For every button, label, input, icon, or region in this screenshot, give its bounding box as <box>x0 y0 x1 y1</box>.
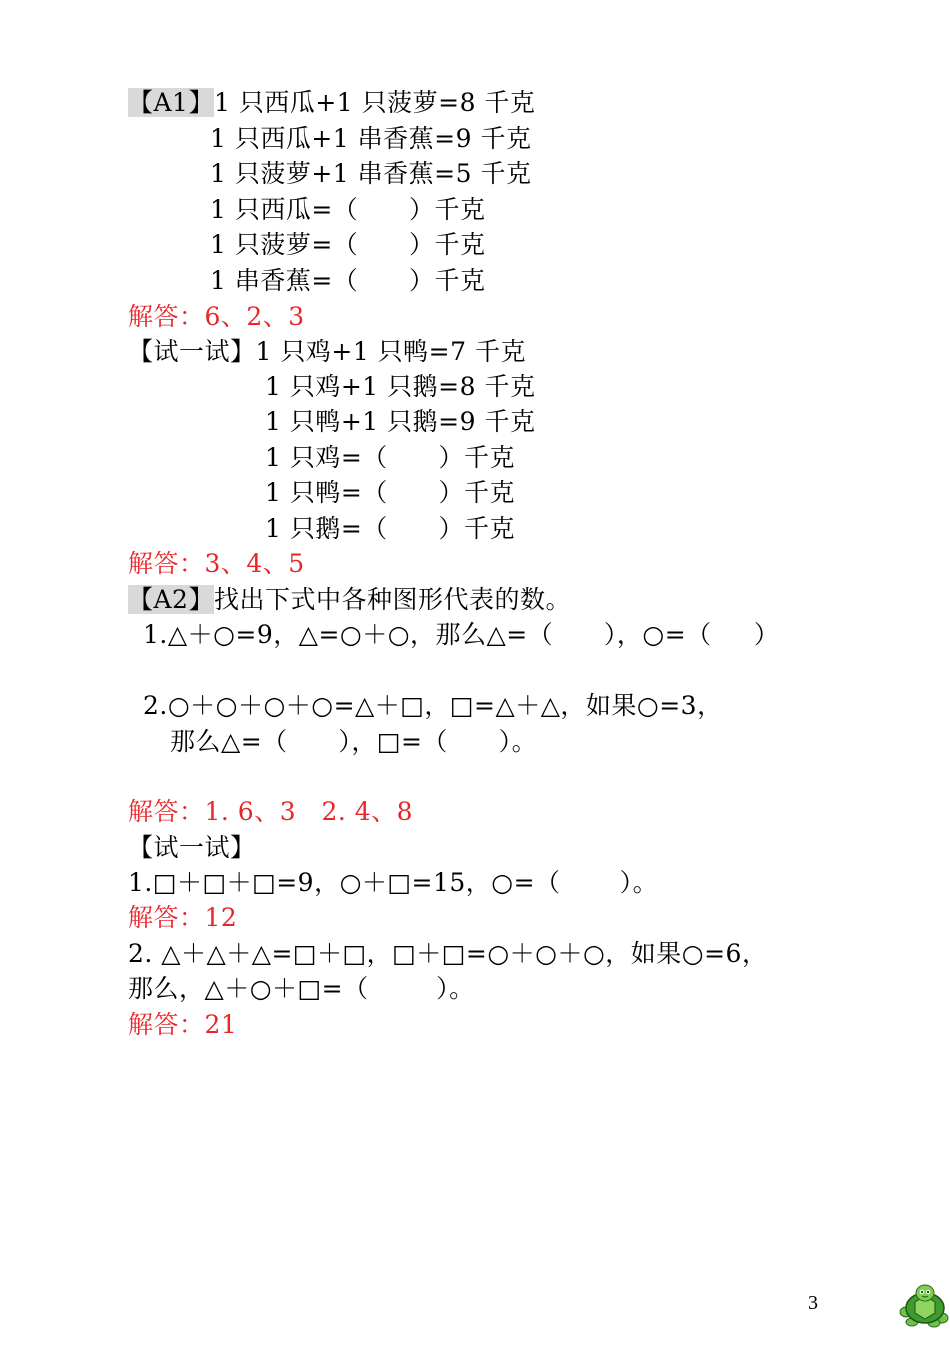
a1-line-6: 1 串香蕉=（ ）千克 <box>210 266 486 295</box>
try1-header-line <box>128 337 526 367</box>
try2-question-2-line-1: 2. △＋△＋△=□＋□，□＋□=○＋○＋○，如果○=6， <box>128 939 768 968</box>
a2-tag: 【A2】 <box>128 585 214 614</box>
try2-question-2-line-2: 那么，△＋○＋□=（ ）。 <box>128 974 475 1003</box>
try1-line-4: 1 只鸡=（ ）千克 <box>265 443 515 472</box>
try1-line-5: 1 只鸭=（ ）千克 <box>265 478 515 507</box>
turtle-icon <box>898 1282 950 1328</box>
try2-tag: 【试一试】 <box>128 833 256 862</box>
try1-line-6: 1 只鹅=（ ）千克 <box>265 514 515 543</box>
try1-line-3: 1 只鸭+1 只鹅=9 千克 <box>265 407 536 436</box>
a1-tag: 【A1】 <box>128 88 214 117</box>
a2-question-2-line-1: 2.○＋○＋○＋○=△＋□，□=△＋△，如果○=3， <box>143 691 723 720</box>
a1-line-5: 1 只菠萝=（ ）千克 <box>210 230 486 259</box>
a2-question-2-line-2: 那么△=（ ），□=（ ）。 <box>170 727 538 756</box>
page-number: 3 <box>808 1292 818 1314</box>
a2-title: 找出下式中各种图形代表的数。 <box>213 585 571 614</box>
a1-line-1: 1 只西瓜+1 只菠萝=8 千克 <box>213 88 536 117</box>
a1-line-4: 1 只西瓜=（ ）千克 <box>210 195 486 224</box>
a2-header-line <box>128 585 571 615</box>
try2-answer-1: 解答：12 <box>128 903 238 932</box>
a2-question-1: 1.△＋○=9，△=○＋○，那么△=（ ），○=（ ） <box>143 620 780 649</box>
try1-answer: 解答：3、4、5 <box>128 549 305 578</box>
a1-header-line <box>128 88 535 118</box>
a1-line-2: 1 只西瓜+1 串香蕉=9 千克 <box>210 124 532 153</box>
try1-line-1: 1 只鸡+1 只鸭=7 千克 <box>255 337 526 366</box>
a2-answer: 解答：1. 6、3 2. 4、8 <box>128 797 414 826</box>
try2-question-1: 1.□＋□＋□=9，○＋□=15，○=（ ）。 <box>128 868 659 897</box>
try2-answer-2: 解答：21 <box>128 1010 238 1039</box>
a1-answer: 解答：6、2、3 <box>128 302 305 331</box>
try1-line-2: 1 只鸡+1 只鹅=8 千克 <box>265 372 536 401</box>
try1-tag: 【试一试】 <box>128 337 256 366</box>
a1-line-3: 1 只菠萝+1 串香蕉=5 千克 <box>210 159 532 188</box>
